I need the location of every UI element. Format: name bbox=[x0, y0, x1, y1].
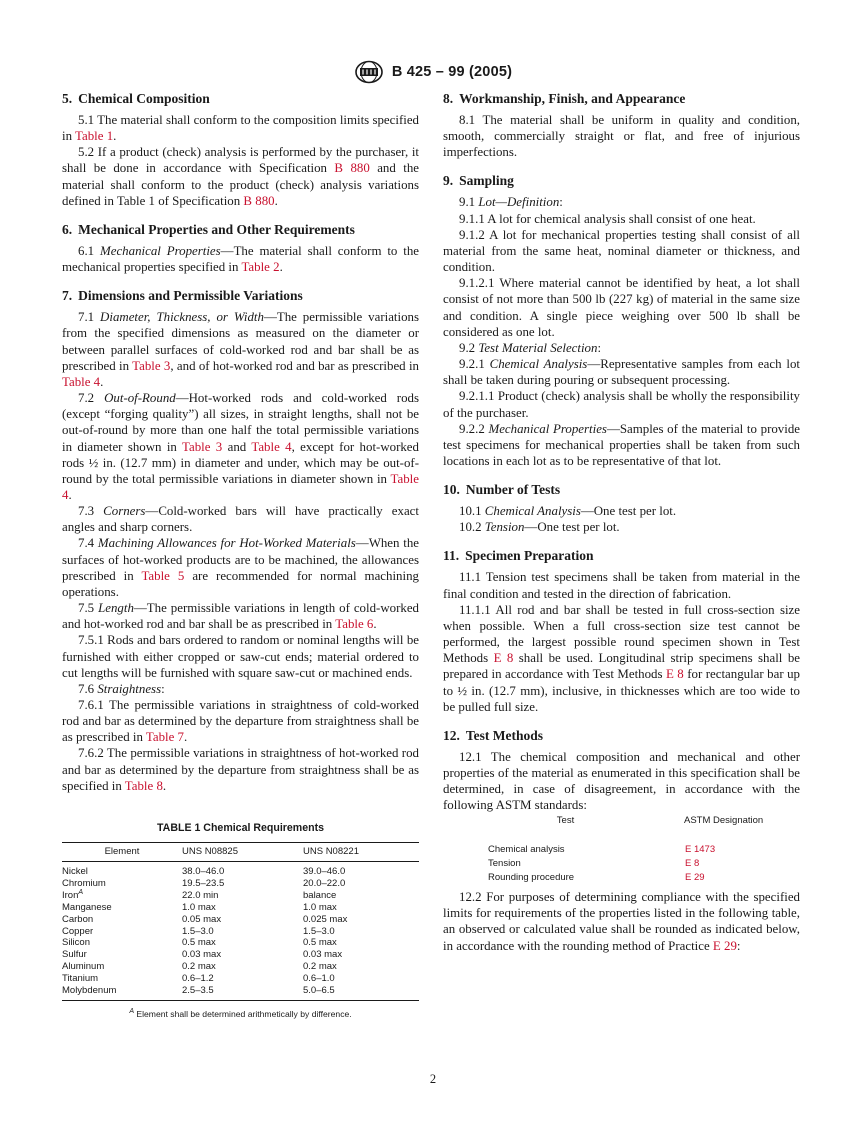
paragraph: 9.2.1.1 Product (check) analysis shall be wholly the responsibility of the purchaser. bbox=[443, 389, 800, 420]
e1473-link[interactable]: E 1473 bbox=[685, 844, 716, 856]
paragraph: 7.1 Diameter, Thickness, or Width—The permissible variations from the specified dimensions as measured on the diameter or between parallel surfaces of cold-worked rod and bar shall be as prescribed in Table 3, and of hot-worked rod and bar as prescribed in Table 4. bbox=[62, 310, 419, 389]
paragraph: 9.1.2 A lot for mechanical properties testing shall consist of all material from the same heat, nominal diameter or thickness, and condition. bbox=[443, 227, 800, 275]
section-heading: 12. Test Methods bbox=[443, 727, 544, 743]
table-row: Chemical analysis E 1473 bbox=[487, 843, 763, 857]
paragraph: 7.5.1 Rods and bars ordered to random or nominal lengths will be furnished with either cropped or saw-cut ends; material ordered to cut lengths will be furnished with square saw-cut or machined ends. bbox=[62, 633, 419, 680]
table-6-link[interactable]: Table 6 bbox=[335, 617, 374, 632]
paragraph: 7.4 Machining Allowances for Hot-Worked Materials—When the surfaces of hot-worked products are to be machined, the allowances prescribed in Table 5 are recommended for normal machining operations. bbox=[62, 536, 419, 599]
paragraph: 9.2 Test Material Selection: bbox=[459, 340, 602, 355]
paragraph: 7.6.2 The permissible variations in straightness of hot-worked rod and bar as determined by the departure from straightness shall be as specified in Table 8. bbox=[62, 746, 419, 793]
paragraph: 8.1 The material shall be uniform in quality and condition, smooth, commercially straight or flat, and free of injurious imperfections. bbox=[443, 113, 800, 160]
section-heading: 5. Chemical Composition bbox=[62, 91, 210, 106]
b880-link[interactable]: B 880 bbox=[243, 193, 275, 208]
page-number: 2 bbox=[429, 1072, 437, 1086]
table-4-link[interactable]: Table 4 bbox=[62, 471, 419, 502]
table-4-link[interactable]: Table 4 bbox=[251, 439, 292, 454]
table-footnote: $^A$ Element shall be determined arithmetically by difference. bbox=[129, 1008, 352, 1019]
table-row: Nickel 38.0–46.0 39.0–46.0 bbox=[62, 866, 346, 877]
e8-link[interactable]: E 8 bbox=[685, 858, 700, 870]
paragraph: 9.2.2 Mechanical Properties—Samples of the material to provide test specimens for mechanical properties shall be taken from such locations in each lot as to be representative of that lot. bbox=[443, 421, 800, 468]
paragraph: 5.2 If a product (check) analysis is performed by the purchaser, it shall be done in accordance with Specification B 880 and the material shall conform to the product (check) analysis variations defined in Table 1 of Specification B 880. bbox=[62, 145, 419, 208]
right-column bbox=[443, 90, 800, 954]
section-heading: 11. Specimen Preparation bbox=[443, 548, 594, 564]
document-designation: B 425 – 99 (2005) bbox=[391, 64, 513, 80]
table-row: Chromium 19.5–23.5 20.0–22.0 bbox=[62, 877, 346, 889]
section-heading: 7. Dimensions and Permissible Variations bbox=[62, 288, 303, 304]
section-heading: 6. Mechanical Properties and Other Requirements bbox=[62, 221, 355, 237]
chemical-requirements-table bbox=[62, 842, 419, 1001]
astm-standards-table bbox=[487, 815, 763, 885]
paragraph: 5.1 The material shall conform to the composition limits specified in Table 1. bbox=[62, 113, 419, 144]
paragraph: 7.3 Corners—Cold-worked bars will have practically exact angles and sharp corners. bbox=[62, 504, 419, 535]
paragraph: 10.1 Chemical Analysis—One test per lot. bbox=[459, 504, 677, 519]
paragraph: 7.2 Out-of-Round—Hot-worked rods and cold-worked rods (except “forging quality”) all sizes, in straight lengths, shall not be out-of-round by more than one half the total permissible variations in diameter shown in Table 3 and Table 4, except for hot-worked rods ½ in. (12.7 mm) in diameter and under, which may be out-of-round by the total permissible variations in diameter shown in Table 4. bbox=[62, 391, 419, 502]
table-row: Copper 1.5–3.0 1.5–3.0 bbox=[62, 925, 335, 937]
table-5-link[interactable]: Table 5 bbox=[141, 568, 185, 583]
table-row: Silicon 0.5 max 0.5 max bbox=[62, 937, 337, 949]
table-row: Tension E 8 bbox=[487, 857, 763, 871]
paragraph: 9.1 Lot—Definition: bbox=[459, 195, 563, 210]
table-row: Rounding procedure E 29 bbox=[487, 871, 763, 885]
paragraph: 12.2 For purposes of determining compliance with the specified limits for requirements of the properties listed in the following table, an observed or calculated value shall be rounded as indicated below, in accordance with the rounding method of Practice E 29: bbox=[443, 890, 800, 953]
table-row: Titanium 0.6–1.2 0.6–1.0 bbox=[62, 973, 335, 985]
table-7-link[interactable]: Table 7 bbox=[145, 730, 185, 745]
column-header: UNS N08221 bbox=[303, 843, 419, 862]
table-2-link[interactable]: Table 2 bbox=[241, 260, 280, 275]
page-header bbox=[0, 60, 866, 84]
table-row: Manganese 1.0 max 1.0 max bbox=[62, 901, 337, 913]
paragraph: 9.2.1 Chemical Analysis—Representative samples from each lot shall be taken during pouring or subsequent processing. bbox=[443, 357, 800, 388]
paragraph: 9.1.1 A lot for chemical analysis shall consist of one heat. bbox=[459, 211, 756, 226]
e29-link[interactable]: E 29 bbox=[712, 938, 737, 953]
table-row: Carbon 0.05 max 0.025 max bbox=[62, 913, 348, 925]
section-heading: 9. Sampling bbox=[443, 173, 514, 189]
left-column bbox=[62, 90, 419, 1022]
column-header: ASTM Designation bbox=[684, 815, 764, 827]
paragraph: 7.6.1 The permissible variations in straightness of cold-worked rod and bar as determined by the departure from straightness shall be as prescribed in Table 7. bbox=[62, 698, 419, 745]
e8-link[interactable]: E 8 bbox=[493, 651, 514, 666]
e29-link[interactable]: E 29 bbox=[685, 872, 705, 884]
table-8-link[interactable]: Table 8 bbox=[124, 778, 163, 793]
table-caption: TABLE 1 Chemical Requirements bbox=[157, 821, 324, 834]
paragraph: 7.5 Length—The permissible variations in length of cold-worked and hot-worked rod and bar shall be as prescribed in Table 6. bbox=[62, 601, 419, 632]
table-row: Iron$^A$ 22.0 min balance bbox=[62, 888, 337, 901]
paragraph: 11.1.1 All rod and bar shall be tested in full cross-section size when possible. When a full cross-section size test cannot be performed, the largest possible round specimen shown in Test Methods E 8 shall be used. Longitudinal strip specimens shall be prepared in accordance with Test Methods E 8 for rectangular bar up to ½ in. (12.7 mm), inclusive, in thicknesses which are too wide to be pulled full size. bbox=[443, 602, 800, 714]
table-row: Sulfur 0.03 max 0.03 max bbox=[62, 949, 343, 961]
table-3-link[interactable]: Table 3 bbox=[132, 358, 171, 373]
paragraph: 10.2 Tension—One test per lot. bbox=[459, 520, 620, 535]
column-header: UNS N08825 bbox=[182, 843, 303, 862]
paragraph: 7.6 Straightness: bbox=[78, 681, 165, 696]
table-row: Molybdenum 2.5–3.5 5.0–6.5 bbox=[62, 985, 419, 1000]
table-1-link[interactable]: Table 1 bbox=[75, 129, 114, 144]
e8-link[interactable]: E 8 bbox=[665, 667, 684, 682]
table-3-link[interactable]: Table 3 bbox=[182, 439, 223, 454]
table-row: Aluminum 0.2 max 0.2 max bbox=[62, 961, 337, 973]
column-header: Element bbox=[62, 843, 182, 862]
paragraph: 9.1.2.1 Where material cannot be identified by heat, a lot shall consist of not more than 500 lb (227 kg) of material in the same size and condition. A single piece weighing over 500 lb shall be considered as one lot. bbox=[443, 276, 800, 339]
astm-logo-icon bbox=[354, 60, 384, 84]
section-heading: 8. Workmanship, Finish, and Appearance bbox=[443, 91, 686, 106]
paragraph: 6.1 Mechanical Properties—The material shall conform to the mechanical properties specified in Table 2. bbox=[62, 243, 419, 275]
section-heading: 10. Number of Tests bbox=[443, 482, 561, 498]
paragraph: 11.1 Tension test specimens shall be taken from material in the final condition and tested in the direction of fabrication. bbox=[443, 570, 800, 601]
table-4-link[interactable]: Table 4 bbox=[62, 374, 101, 389]
column-header: Test bbox=[556, 815, 575, 827]
b880-link[interactable]: B 880 bbox=[334, 161, 370, 176]
paragraph: 12.1 The chemical composition and mechanical and other properties of the material as enumerated in this specification shall be determined, in case of disagreement, in accordance with the following ASTM standards: bbox=[443, 749, 800, 813]
